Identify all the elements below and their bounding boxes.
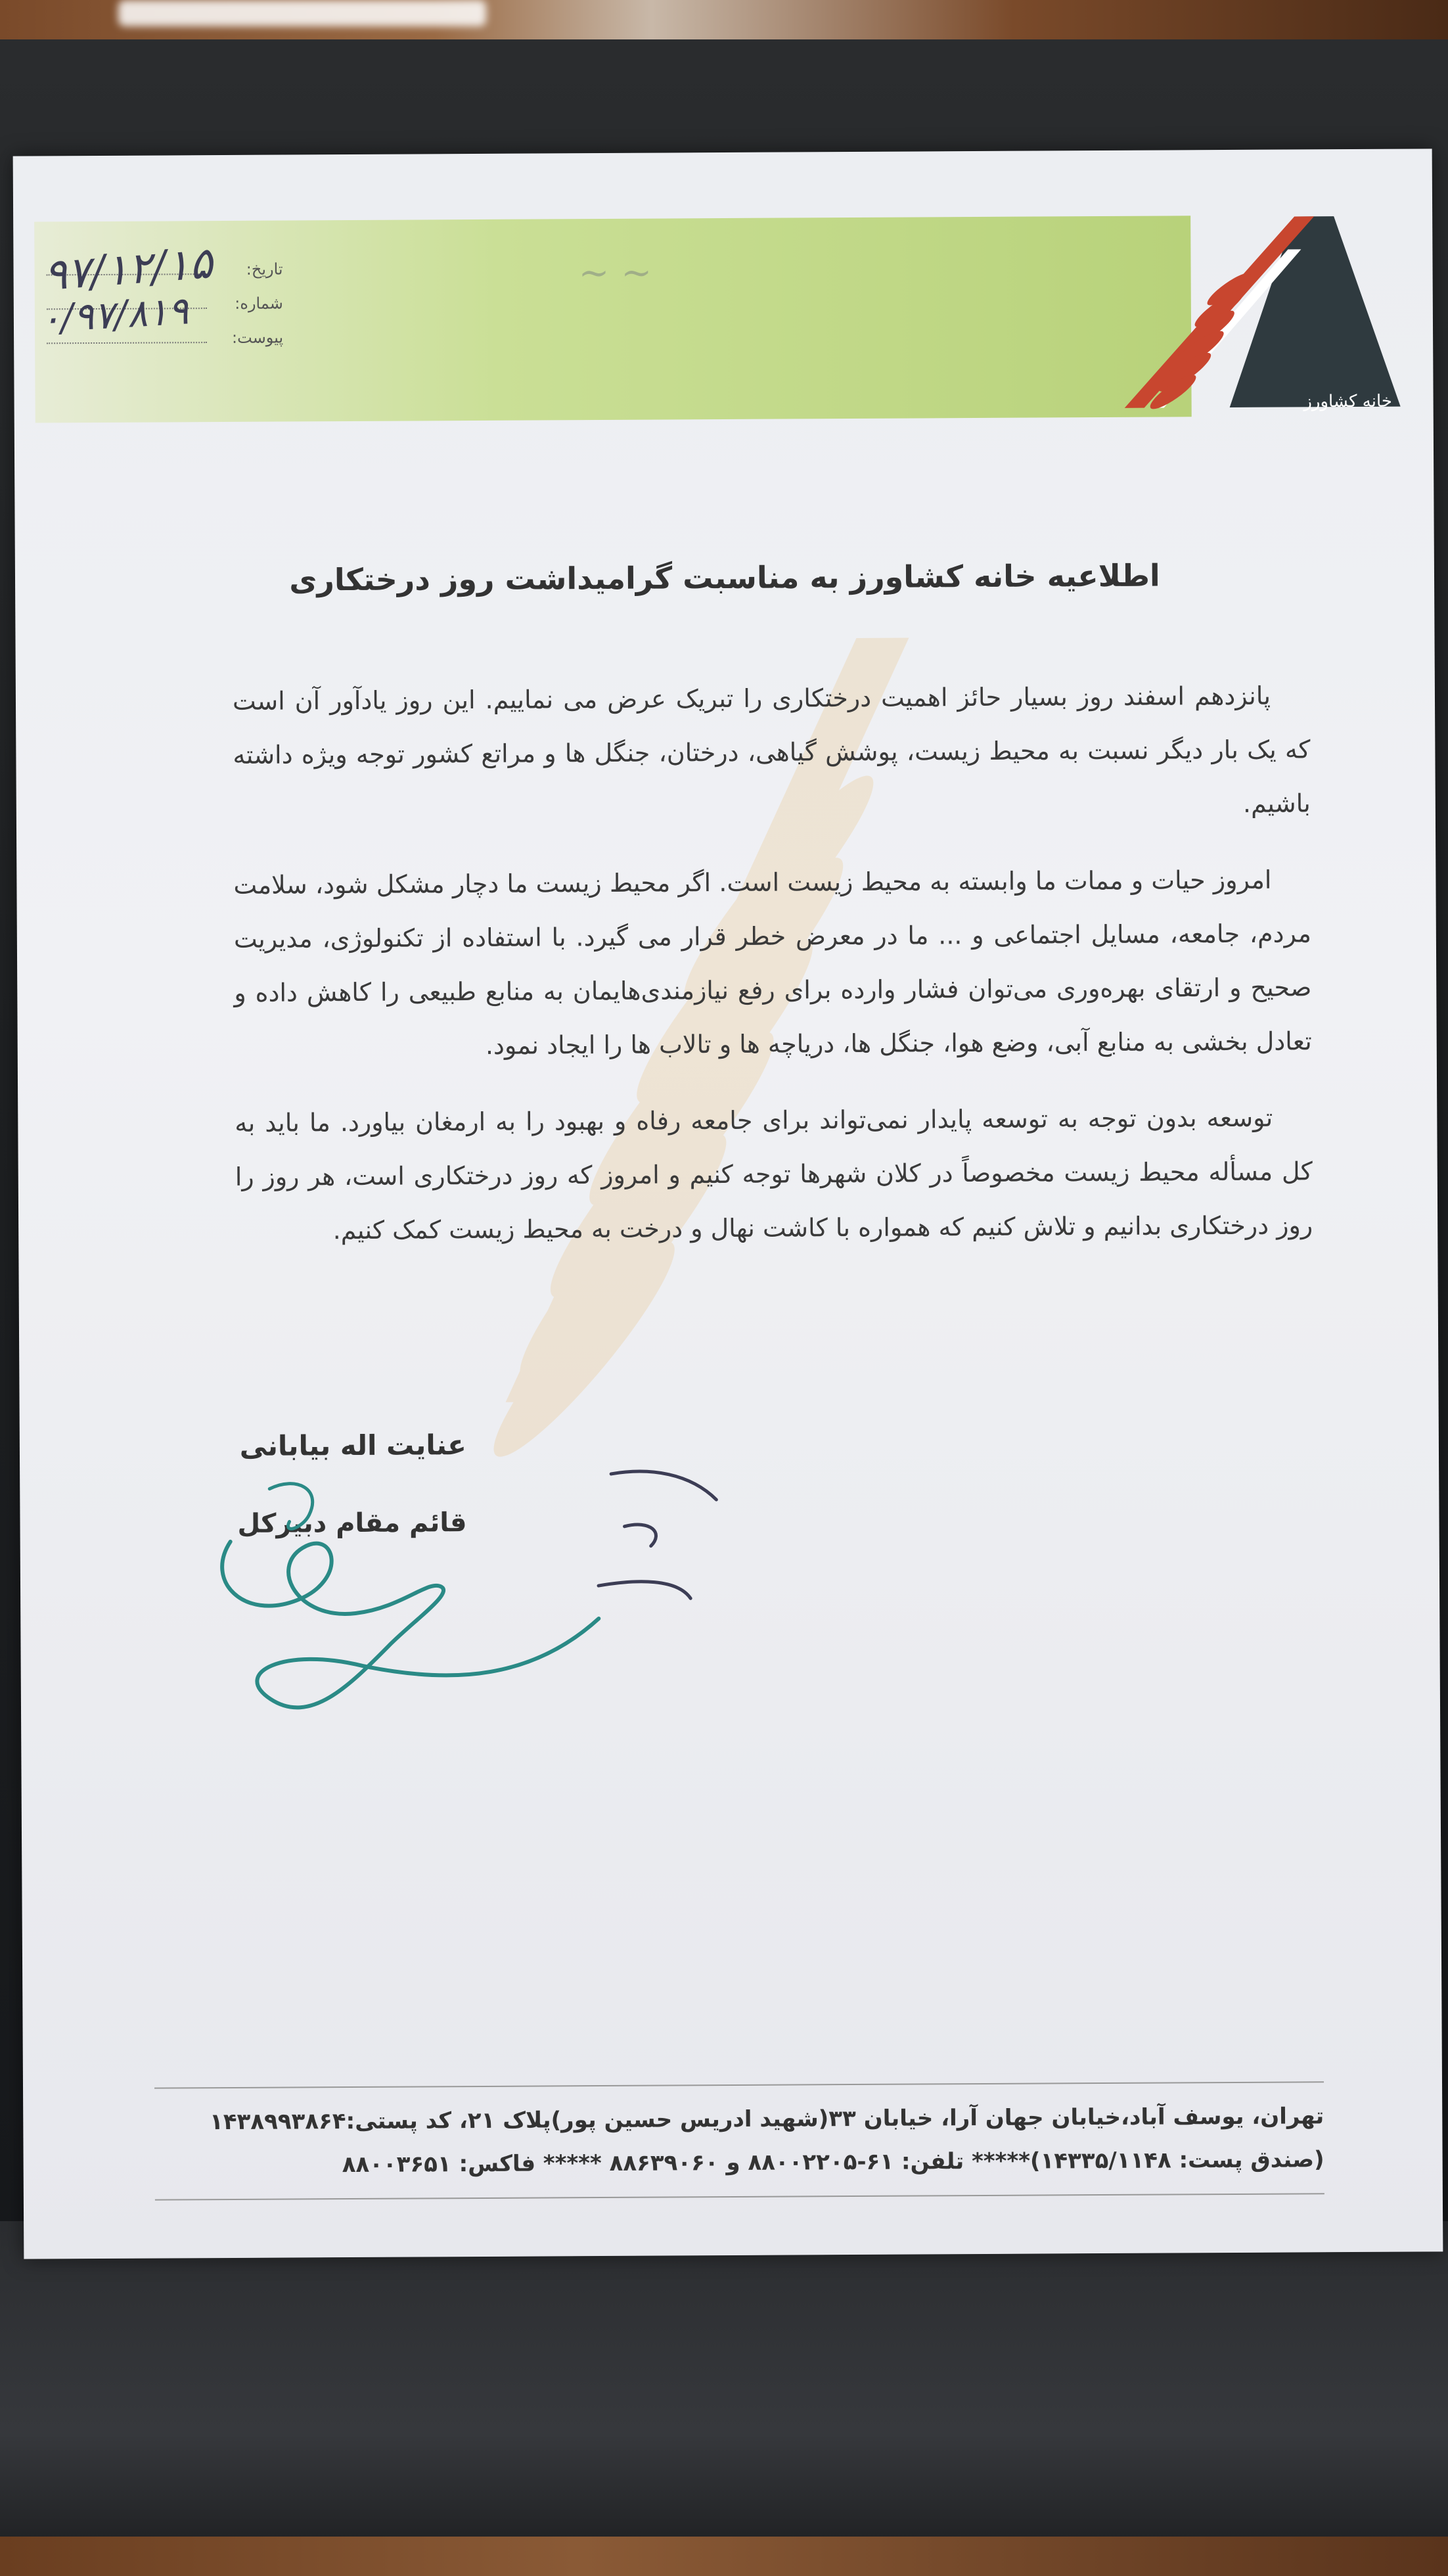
paragraph-1: پانزدهم اسفند روز بسیار حائز اهمیت درختکاری را تبریک عرض می نماییم. این روز یادآور آن است که یک بار دیگر نسبت به محیط زیست، پوشش گیاهی، درختان، جنگل ها و مراتع کشور توجه ویژه داشته باشیم. [232,681,1311,818]
date-label: تاریخ: [246,260,283,279]
light-glare [118,0,486,26]
table-surface [0,2221,1448,2576]
paragraph-3: توسعه بدون توجه به توسعه پایدار نمی‌تواند برای جامعه رفاه و بهبود را به ارمغان بیاورد. ما باید به کل مسأله محیط زیست مخصوصاً در کلان شهرها توجه کنیم و امروز که روز درختکاری است، هر روز را روز درختکاری بدانیم و تلاش کنیم که همواره با کاشت نهال و درخت به محیط زیست کمک کنیم. [235,1103,1313,1245]
letter-title: اطلاعیه خانه کشاورز به مناسبت گرامیداشت روز درختکاری [289,557,1160,598]
letter-footer [154,2094,1324,2187]
letter-body [233,668,1313,1280]
number-label: شماره: [235,294,283,313]
khane-keshavarz-logo [1097,210,1401,428]
paragraph-2: امروز حیات و ممات ما وابسته به محیط زیست است. اگر محیط زیست ما دچار مشکل شود، سلامت مردم، جامعه، مسایل اجتماعی و ... ما در معرض خطر قرار می گیرد. با استفاده از تکنولوژی، مدیریت صحیح و ارتقای بهره‌وری می‌توان فشار وارده برای رفع نیازمندی‌هایمان به منابع طبیعی را کاهش داده و تعادل بخشی به منابع آبی، وضع هوا، جنگل ها، دریاچه ها و تالاب ها را ایجاد نمود. [233,865,1312,1060]
letter-sheet [13,149,1443,2259]
footer-contacts: (صندق پست: ۱۴۳۳۵/۱۱۴۸)***** تلفن: ۶۱-۸۸۰۰۲۲۰۵ و ۸۸۶۳۹۰۶۰ ***** فاکس: ۸۸۰۰۳۶۵۱ [342,2146,1324,2178]
footer-divider-top [154,2081,1324,2088]
signer-name: عنایت اله بیابانی [239,1429,467,1462]
attachment-label: پیوست: [231,328,284,347]
handwritten-date: ۹۷/۱۲/۱۵ [42,237,215,301]
handwritten-signature [191,1447,783,1726]
faint-scribble: ~ ~ [578,251,652,295]
footer-divider-bottom [155,2193,1324,2200]
desk-background-bottom [0,2537,1448,2576]
signer-position: قائم مقام دبیرکل [237,1507,467,1539]
logo-text: خانه کشاورز [1303,391,1393,412]
footer-address: تهران، یوسف آباد،خیابان جهان آرا، خیابان ۳۳(شهید ادریس حسین پور)پلاک ۲۱، کد پستی:۱۴۳۸۹۹۳۸۶۴ [209,2103,1324,2136]
handwritten-number: ۰/۹۷/۸۱۹ [39,288,190,342]
